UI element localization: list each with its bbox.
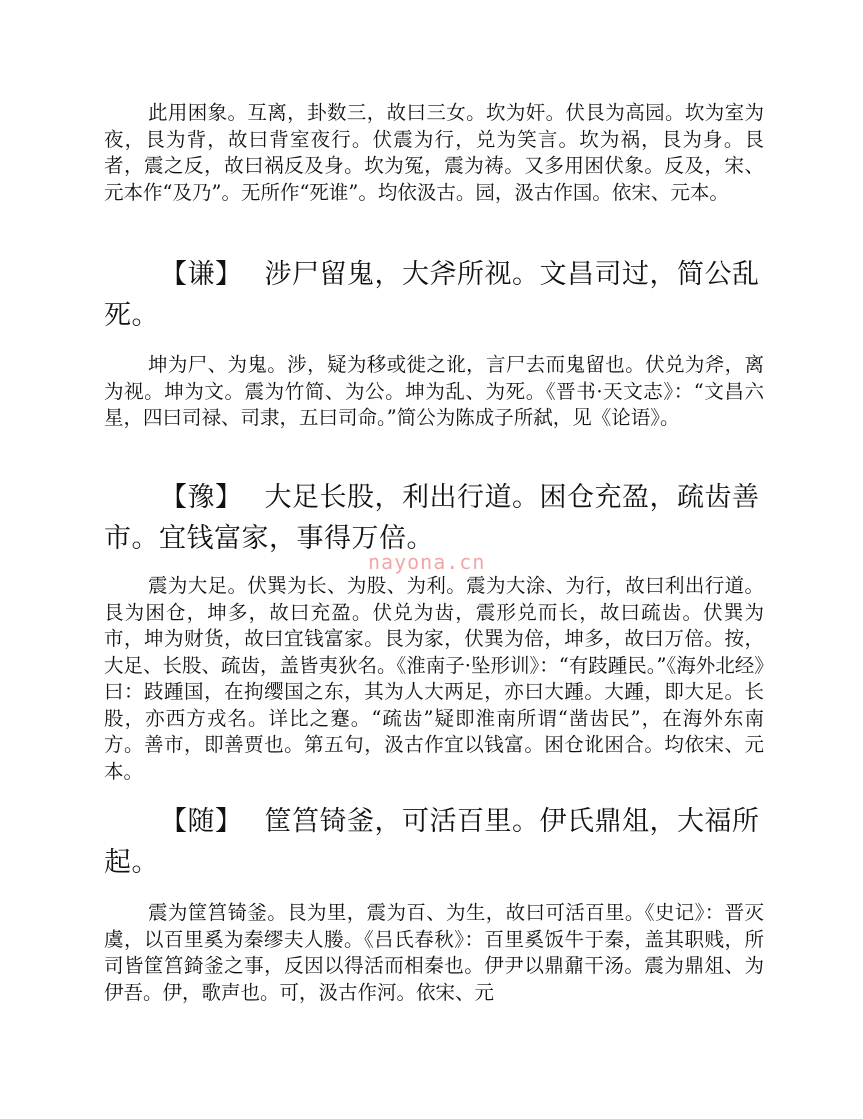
commentary-paragraph: 坤为尸、为鬼。涉，疑为移或徙之讹，言尸去而鬼留也。伏兑为斧，离为视。坤为文。震为竹简、为公。坤为乱、为死。《晋书·天文志》：“文昌六星，四曰司禄、司隶，五曰司命。”简公为陈成子所弑，见《论语》。 bbox=[104, 353, 764, 429]
verse-qian bbox=[104, 254, 784, 336]
verse-text: 涉尸留鬼，大斧所视。文昌司过，简公乱死。 bbox=[104, 259, 760, 331]
verse-text: 筐筥锜釜，可活百里。伊氏鼎俎，大福所起。 bbox=[104, 806, 760, 878]
hexagram-label: 【谦】 bbox=[160, 259, 243, 290]
verse-yu bbox=[104, 477, 784, 559]
commentary-paragraph: 震为大足。伏巽为长、为股、为利。震为大涂、为行，故曰利出行道。艮为困仓，坤多，故曰充盈。伏兑为齿，震形兑而长，故曰疏齿。伏巽为市，坤为财货，故曰宜钱富家。艮为家，伏巽为倍，坤多，故曰万倍。按，大足、长股、疏齿，盖皆夷狄名。《淮南子·坠形训》：“有跂踵民。”《海外北经》曰：跂踵国，在拘缨国之东，其为人大两足，亦曰大踵。大踵，即大足。长股，亦西方戎名。详比之蹇。“疏齿”疑即淮南所谓“凿齿民”，在海外东南方。善市，即善贾也。第五句，汲古作宜以钱富。困仓讹困合。均依宋、元本。 bbox=[104, 574, 764, 783]
verse-sui bbox=[104, 801, 784, 883]
verse-text: 大足长股，利出行道。困仓充盈，疏齿善市。宜钱富家，事得万倍。 bbox=[104, 482, 760, 554]
watermark: nayona.cn bbox=[368, 550, 486, 574]
hexagram-label: 【随】 bbox=[160, 806, 243, 837]
commentary-paragraph: 震为筐筥锜釜。艮为里，震为百、为生，故曰可活百里。《史记》：晋灭虞，以百里奚为秦缪夫人媵。《吕氏春秋》：百里奚饭牛于秦，盖其职贱，所司皆筐筥錡釜之事，反因以得活而相秦也。伊尹以鼎鼐干汤。震为鼎俎、为伊吾。伊，歌声也。可，汲古作河。依宋、元 bbox=[104, 901, 764, 1004]
commentary-paragraph: 此用困象。互离，卦数三，故曰三女。坎为奸。伏艮为高园。坎为室为夜，艮为背，故曰背室夜行。伏震为行，兑为笑言。坎为祸，艮为身。艮者，震之反，故曰祸反及身。坎为冤，震为祷。又多用困伏象。反及，宋、元本作“及乃”。无所作“死谁”。均依汲古。园，汲古作国。依宋、元本。 bbox=[104, 101, 764, 204]
hexagram-label: 【豫】 bbox=[160, 482, 243, 513]
